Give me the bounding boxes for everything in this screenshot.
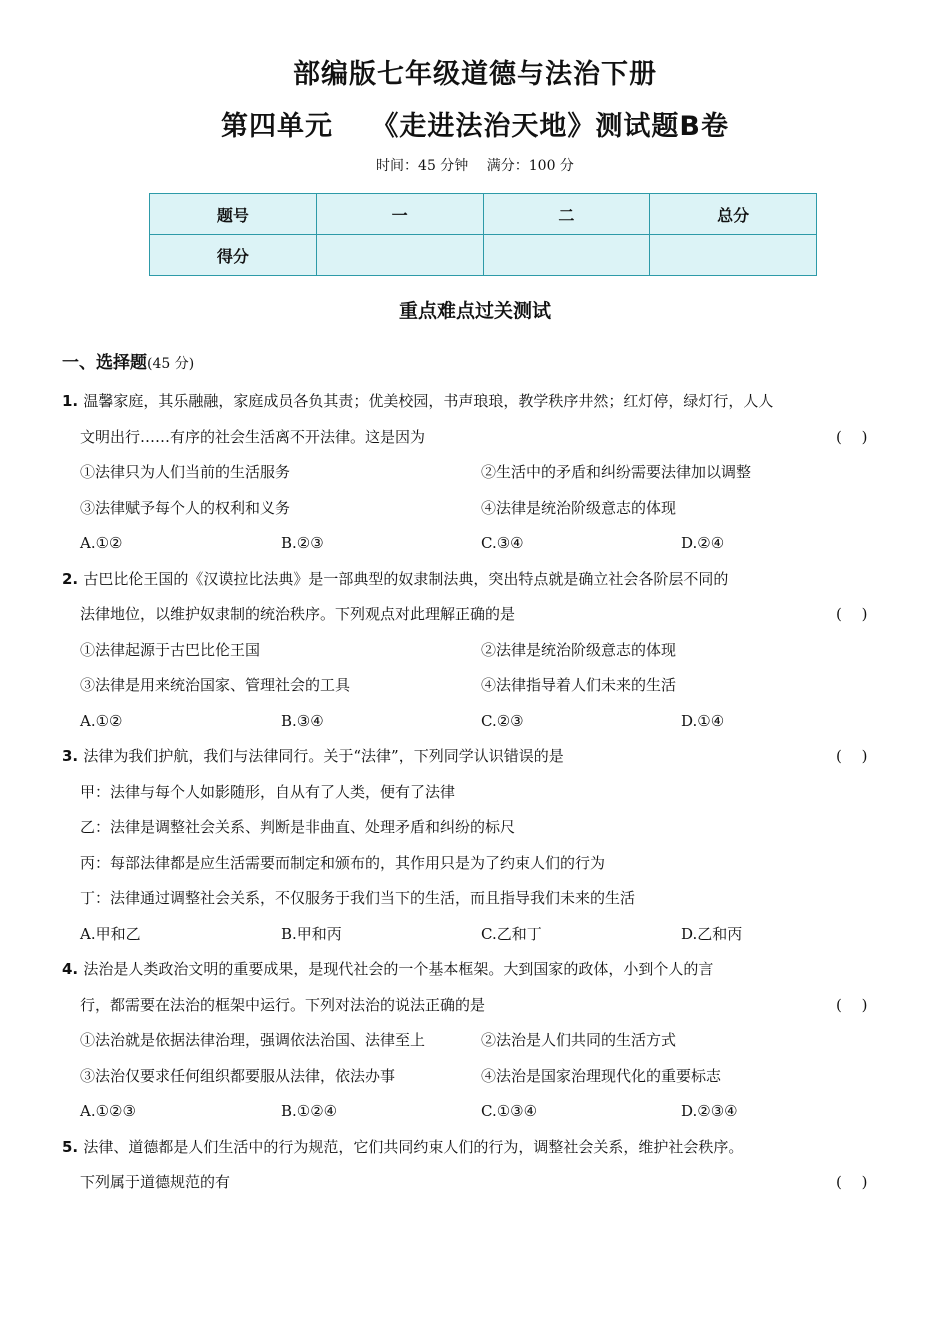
answer-option: B.甲和丙 [281,924,342,943]
question-number: 1. [62,392,84,410]
question-number: 5. [62,1137,84,1156]
statement: ①法律起源于古巴比伦王国 [80,640,261,659]
statement: 丙：每部法律都是应生活需要而制定和颁布的，其作用只是为了约束人们的行为 [80,853,606,872]
part-title-score: (45 分) [147,356,195,372]
question-stem-text: 法律为我们护航，我们与法律同行。关于“法律”，下列同学认识错误的是 [83,747,564,765]
answer-option: B.①②④ [281,1102,338,1120]
answer-option: A.①② [80,534,123,552]
statement: ③法律是用来统治国家、管理社会的工具 [80,676,351,694]
statement: ③法治仅要求任何组织都要服从法律，依法办事 [80,1066,396,1085]
score-cell: 一 [316,194,483,235]
question-stem-text: 法律、道德都是人们生活中的行为规范，它们共同约束人们的行为，调整社会关系，维护社会秩序。 [83,1137,744,1156]
answer-parentheses: ( ) [836,1173,868,1191]
question-stem-line [80,599,515,629]
answer-option: D.②④ [681,534,725,552]
answer-option: C.③④ [481,534,524,552]
statement: 甲：法律与每个人如影随形，自从有了人类，便有了法律 [80,782,456,801]
answer-option: A.①②③ [80,1102,136,1120]
question-stem-line [80,422,425,452]
exam-subtitle: 第四单元 《走进法治天地》测试题B卷 [221,111,729,142]
part-title [62,348,194,373]
section-title: 重点难点过关测试 [398,300,551,322]
exam-time-score: 时间：45 分钟 满分：100 分 [376,158,574,174]
question-stem-line [62,386,773,416]
part-title-label: 一、选择题 [62,353,147,373]
answer-option: C.②③ [481,711,524,730]
statement: ④法律是统治阶级意志的体现 [481,498,677,517]
statement: 丁：法律通过调整社会关系，不仅服务于我们当下的生活，而且指导我们未来的生活 [80,889,636,907]
question-stem-text: 温馨家庭，其乐融融，家庭成员各负其责；优美校园，书声琅琅，教学秩序井然；红灯停，绿灯行，人人 [83,392,774,410]
answer-option: A.①② [80,711,123,730]
question-stem-text: 法治是人类政治文明的重要成果，是现代社会的一个基本框架。大到国家的政体，小到个人的言 [83,960,714,978]
statement: ②生活中的矛盾和纠纷需要法律加以调整 [481,463,752,481]
question-stem-line [80,990,485,1020]
statement: ④法治是国家治理现代化的重要标志 [481,1066,722,1085]
answer-option: C.①③④ [481,1102,538,1120]
answer-option: B.②③ [281,534,324,552]
answer-parentheses: ( ) [836,747,868,765]
question-stem-line [62,741,564,771]
question-stem-text: 下列属于道德规范的有 [80,1173,231,1191]
answer-option: D.②③④ [681,1102,738,1120]
score-table-score-row [150,235,817,276]
statement: 乙：法律是调整社会关系、判断是非曲直、处理矛盾和纠纷的标尺 [80,818,516,836]
answer-parentheses: ( ) [836,605,868,623]
statement: ③法律赋予每个人的权利和义务 [80,498,291,517]
answer-parentheses: ( ) [836,427,868,446]
score-cell: 得分 [150,235,317,276]
answer-option: D.①④ [681,711,725,730]
answer-option: C.乙和丁 [481,924,542,943]
question-stem-line [80,1167,230,1197]
score-cell [483,235,650,276]
statement: ②法律是统治阶级意志的体现 [481,640,677,659]
question-number: 3. [62,747,84,765]
score-cell [650,235,817,276]
question-stem-text: 文明出行……有序的社会生活离不开法律。这是因为 [80,427,426,446]
score-cell: 题号 [150,194,317,235]
statement: ①法律只为人们当前的生活服务 [80,463,291,481]
exam-title: 部编版七年级道德与法治下册 [293,59,657,90]
question-stem-line [62,564,728,594]
question-stem-text: 古巴比伦王国的《汉谟拉比法典》是一部典型的奴隶制法典，突出特点就是确立社会各阶层不同的 [83,569,729,588]
answer-option: B.③④ [281,711,324,730]
question-number: 2. [62,569,84,588]
question-number: 4. [62,960,84,978]
score-cell: 二 [483,194,650,235]
score-cell: 总分 [650,194,817,235]
question-stem-text: 法律地位，以维护奴隶制的统治秩序。下列观点对此理解正确的是 [80,605,516,623]
question-stem-line [62,1132,743,1162]
statement: ②法治是人们共同的生活方式 [481,1031,677,1049]
statement: ④法律指导着人们未来的生活 [481,676,677,694]
question-stem-text: 行，都需要在法治的框架中运行。下列对法治的说法正确的是 [80,995,486,1014]
score-cell [316,235,483,276]
answer-option: D.乙和丙 [681,924,743,943]
answer-parentheses: ( ) [836,995,868,1014]
answer-option: A.甲和乙 [80,924,141,943]
score-table [149,193,817,276]
question-stem-line [62,954,713,984]
statement: ①法治就是依据法律治理，强调依法治国、法律至上 [80,1031,426,1049]
score-table-header-row [150,194,817,235]
